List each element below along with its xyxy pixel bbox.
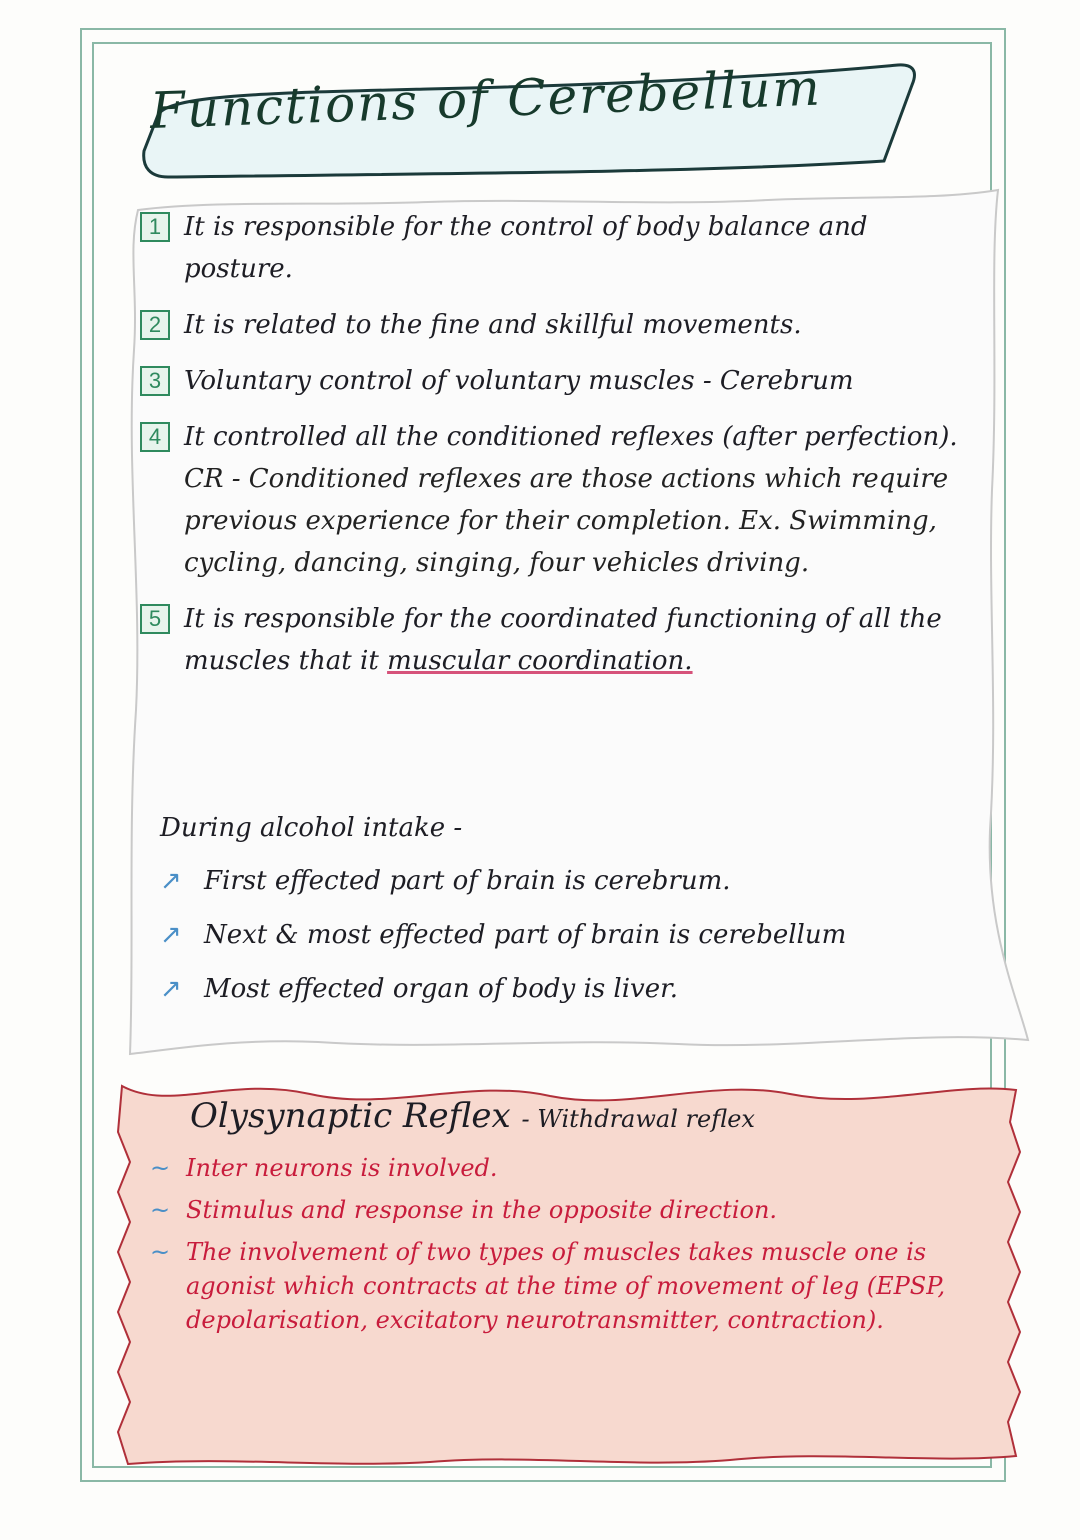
reflex-item-text: The involvement of two types of muscles takes muscle one is agonist which contracts at the time of movement of leg (EPSP, depolarisation, excitatory neurotransmitter, contraction).: [186, 1238, 946, 1334]
tilde-bullet-icon: ~: [150, 1196, 171, 1224]
reflex-section: [150, 1092, 990, 1337]
reflex-item-text: Inter neurons is involved.: [186, 1154, 498, 1182]
reflex-subtitle: - Withdrawal reflex: [521, 1105, 755, 1133]
list-item: [150, 1193, 990, 1227]
point-text: It controlled all the conditioned reflexes (after perfection).: [184, 422, 958, 452]
point-text-container: [184, 416, 970, 584]
list-item: [140, 360, 970, 402]
tilde-bullet-icon: ~: [150, 1238, 171, 1266]
functions-list: [140, 206, 970, 696]
arrow-icon: ↗: [160, 974, 182, 1004]
alcohol-item-text: Next & most effected part of brain is cerebellum: [204, 920, 847, 950]
alcohol-item-text: Most effected organ of body is liver.: [204, 974, 678, 1004]
reflex-title: Olysynaptic Reflex: [190, 1096, 511, 1136]
highlighted-term: muscular coordination.: [387, 646, 693, 676]
point-text-container: [184, 598, 970, 682]
conditioned-reflex-note: CR - Conditioned reflexes are those actions which require previous experience for their completion. Ex. Swimming, cycling, dancing, singing, four vehicles driving.: [184, 464, 949, 578]
number-badge: 4: [140, 422, 170, 452]
number-badge: 1: [140, 212, 170, 242]
alcohol-item-text: First effected part of brain is cerebrum.: [204, 866, 731, 896]
number-badge: 3: [140, 366, 170, 396]
alcohol-heading: During alcohol intake -: [160, 813, 463, 843]
reflex-heading: [190, 1092, 990, 1143]
point-text: It is responsible for the coordinated functioning of all the muscles that it: [184, 604, 942, 676]
list-item: [150, 1235, 990, 1337]
point-text: It is responsible for the control of body balance and posture.: [184, 212, 868, 284]
arrow-icon: ↗: [160, 866, 182, 896]
list-item: [150, 1151, 990, 1185]
reflex-item-text: Stimulus and response in the opposite direction.: [186, 1196, 778, 1224]
alcohol-section: [160, 808, 990, 1016]
arrow-icon: ↗: [160, 920, 182, 950]
number-badge: 5: [140, 604, 170, 634]
list-item: [140, 304, 970, 346]
list-item: [160, 962, 990, 1016]
list-item: [160, 854, 990, 908]
page-title: Functions of Cerebellum: [148, 58, 823, 140]
tilde-bullet-icon: ~: [150, 1154, 171, 1182]
list-item: [140, 416, 970, 584]
list-item: [140, 598, 970, 682]
point-text: Voluntary control of voluntary muscles - Cerebrum: [184, 366, 854, 396]
number-badge: 2: [140, 310, 170, 340]
list-item: [160, 908, 990, 962]
point-text: It is related to the fine and skillful movements.: [184, 310, 802, 340]
list-item: [140, 206, 970, 290]
